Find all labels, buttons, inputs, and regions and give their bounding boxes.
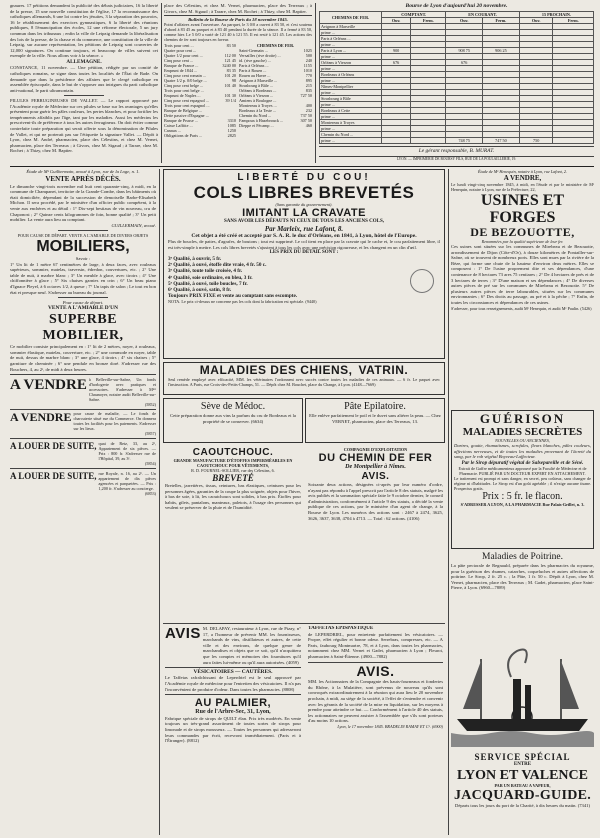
news-text: gnaures. 17 pétitions demandent la publicité des débats judiciaires, 16 la liberté de la presse, 15 une nouvelle constitution de l'église, 17 la reconnaissance des catholiques allemands, 6 une loi contre les jésuites, 3 la séparation des pouvoirs, 16 le rétablissement des exercices gymnastiques, 6 la liberté des réunions publiques, 8 l'émancipation des écoles, 12 une réforme électorale, 5 un jury commun dans les tribunaux ; enfin la ville de Leipzig demande la libéralisation des lois de la presse, de la chasse et du commerce, une constitution de la ville de Leipzig, sur aucune représentation, les pétitions de Leipzig sont couvertes de 12,000 signatures. On continue toujours, et beaucoup de villes suivent cet exemple de la ville. Nous allons voir à la séance. » [10,3,158,59]
divider [64,95,104,96]
prix-item: 3ᵉ Qualité, à ouvrir, 5 fr. [168,255,222,262]
news-text-allemagne: CONSTANCE, 11 novembre. — Une pétition, rédigée par un comité de catholiques romains, se signe dans toutes les localités de l'État de Bade. On demande que dans la présidence des affaires que le clergé catholique en assemblée épiscopale, dans le but de s'opposer aux intrigues du parti catholique anti-national, le parti ultramontain. [10,65,158,93]
item-label: Cinq pour cent ... [164,58,194,64]
mobiliers-text: 1° Un lit de 1 mètre 67 centimètres de large, à deux faces, avec rouleaux supérieurs, sommier, matelas, traversin, édredon, couvertures, etc. ; 2° Une table de nuit, à marbre blanc ; 3° Un meuble à glace, avec tiroirs ; 4° Une chiffonnière à glace ; 5° Six chaises garnies en crin ; 6° Un beau piano d'Ignace Pleyel, à 6 octaves 1/2, à queue ; 7° Un tapis de salon ; Le tout en bon état et presque neuf. S'adresser au bureau du journal. [10,261,156,295]
divider [10,468,156,469]
garantie-line: (Sans garantie du gouvernement). [275,202,333,207]
sub-header: Ferm. [483,18,520,24]
item-value: 1010 [303,68,312,74]
sub-header: Ferm. [411,18,446,24]
cols-headline: COLS LIBRES BREVETÉS [193,183,415,202]
taffetas-text: de LEPERDRIEL, pour entretenir parfaitement les vésicatoires. — Propre, effet régulier et bonne odeur. Serrebras, compresses, etc. — A Paris, faubourg Montmartre, 78, et à Lyon, dans toutes les pharmacies, notamment chez MM. Vernet et Gadet, pharmacien à Lyon ; Fleurot, pharmacien à Saint-Étienne. (4900—7882) [308,631,443,659]
seve-text: Cette préparation donne aux vins la parfum du cru de Bordeaux et la propriété de se conserver. (6634) [170,413,296,424]
row-label: prime ... [320,30,382,36]
caoutchouc-title: CAOUTCHOUC. [192,447,274,458]
item-value: 1085 [227,123,236,129]
divider [319,156,594,157]
row-label: Bordeaux à Orléans [320,72,382,78]
item-value: 240 [305,58,312,64]
item-label: Strasbourg à Bâle ... [239,83,273,89]
pate-title: Pâte Epilatoire. [344,401,406,412]
avis-title-3: AVIS. [356,663,395,680]
a-vendre-text-2: pour cause de maladie, — Le fonds de charcuterie situé rue du Commerce. On donnera toutes les facilités pour les paiements. S'adresser sur les lieux. [73,411,156,432]
news-text-intro: place des Célestins, et chez M. Vernet, pharmacien, place des Terreaux ; à Givors, chez M. Sigaud ; à Tarare, chez M. Rochet ; à Thizy, chez M. Baptier. [164,3,312,14]
section-heading-allemagne: ALLEMAGNE. [66,58,102,65]
table-cell: 900 [382,48,411,54]
brevete-title: BREVETÉ [212,473,254,483]
row-label: prime ... [320,114,382,120]
usines-sign: S'adresser, pour tous renseignements, audit Mᵉ Henequin, et audit Mᵉ Paulin. (5426) [451,305,592,311]
guerison-text: Dartres, goutte, rhumatismes, scrofules, fleurs blanches, pâles couleurs, affections nerveuses, et de toutes les maladies provenant de l'âcreté du sang, par le rob végétal Boyveau-Laffecteur. [454,443,591,460]
mobiliers-title: MOBILIERS, [36,237,130,255]
chemin-compagnie: COMPAGNIE D'EXPLOITATION [343,447,408,452]
taffetas-title: TAFFETAS ÉPISPASTIQUE [308,626,374,631]
item-label: id. (rive gauche) ... [239,58,271,64]
sirop-text-2: Le traitement est prompt et sans danger, en secret, peu coûteux, sans changer de régime ni d'habitudes. Le Sirop est d'un goût agréable ; il n'exige aucune tisane. Prospectus gratis. [454,475,591,491]
guerison-advert [451,410,594,549]
seve-medoc-advert [163,398,303,443]
prix-item: 6ᵉ Qualité, à ouvé, satin, 8 fr. [168,286,232,293]
row-label: Paris à Lyon ... [320,48,382,54]
cessation-line: POUR CAUSE DE DÉPART. VENTE A L'AMIABLE DE DIVERS OBJETS [17,232,149,238]
ref-number: (6853) [144,490,156,496]
palmier-addr: Rue de l'Arbre-Sec, 31, Lyon, [195,708,271,715]
a-vendre-title-2: A VENDRE [10,410,72,425]
avis-text-3: MM. les Actionnaires de la Compagnie des hauts-fourneaux et fonderies du Rhône, à la Mulatière, sont prévenus de nouveau qu'ils sont convoqués extraordinairement à la réunion qui aura lieu le 20 novembre prochain, à midi, au siège de la société, à l'effet de s'entendre et convenir avec les gérants de la société de la mise en liquidation, sur les moyens à prendre pour atteindre ce but. — Conformément à l'article 40 des statuts, les actionnaires ne peuvent assister à l'assemblée que s'ils sont porteurs d'au moins 10 actions. [308,679,443,724]
table-row [320,138,594,144]
item-label: Quatre 1/2 p. 0/0 belge ... [164,78,207,84]
seve-title: Sève de Médoc. [200,401,266,412]
usines-text: Ces usines sont situées sur les communes de Mirebeau et de Bezouotte, arrondissement de Dijon (Côte-d'Or), à douze kilomètres de Pontailler-sur-Saône, où se trouvent de nombreux ports. Elles sont mues par la rivière de la Bèze, qui forme une chute de la hauteur d'environ deux mètres. Elles se composent : 1° De l'usine proprement dite et ses dépendances, d'une contenance de 8 hectares 73 ares 75 centiares ; 2° De 4 hectares de prés et de 3 hectares de terres ; 3° D'une maison et ses dépendances ; 4° De diverses autres pièces de pré sur les communes de Mirebeau et Bezouotte. 5° De plusieurs autres pièces de terre labourables, situées sur les communes environnantes ; 6° Des droits au passage, au pré et à la pêche ; 7° Enfin, de toutes les circonstances et dépendances de ces usines. [451,244,594,305]
prix-item: 3ᵉ Qualité, toute toile croisée, 4 fr. [168,268,243,275]
item-value: 1025 [303,48,312,54]
item-label: Emprunt de 1844 ... [164,68,198,74]
ref-number: (5854) [144,461,156,467]
pate-epilatoire-advert [305,398,445,443]
row-label: Strasbourg à Bâle [320,96,382,102]
divider [163,623,445,624]
par-bateau-line: PAR UN BATEAU A VAPEUR, [494,783,551,788]
item-label: Orléans à Bordeaux ... [239,88,277,94]
item-label: Versailles (rive droite) ... [239,53,281,59]
avis-title-2: AVIS [165,626,201,642]
lower-middle-right [306,626,445,834]
table-cell: 750 [519,138,553,144]
steamboat-icon [451,639,594,747]
item-label: Bordeaux à la Teste ... [239,108,277,114]
vente-title: VENTE APRÈS DÉCÈS. [45,174,121,183]
superbe-text: Ce mobilier consiste principalement en : 1° lit de 2 mètres, noyer, à rouleaux, sommier élastique, matelas, couverture, etc. ; 2° une commode en noyer, table de nuit, dessus de marbre blanc ; 3° une glace, 4 tiroirs ; 4° six chaises ; 5° garniture de cheminée ; 6° une pendule en bronze doré. S'adresser rue des Bouchers, 4, au 2ᵉ, de midi à deux heures. [10,344,156,372]
a-louer-text-1: quai de Retz, 33, au 2ᵉ, Appartement de six pièces. — Prix : 800 fr. S'adresser rue de l'Hôpital, 39, au 3ᵉ. [98,441,156,462]
savoir-label: Savoir : [75,255,91,261]
bourse-lyon-table [319,11,594,144]
column-rule [315,3,316,163]
item-label: Cinq pour cent espagnol ... [164,98,210,104]
vente-amiable: VENTE A L'AMIABLE D'UN [48,305,118,312]
row-label: prime ... [320,78,382,84]
table-cell: 676 [382,60,411,66]
etude-henequin: Étude de Mᵉ Henequin, notaire à Lyon, rue Lafont, 2. [477,169,568,174]
table-cell [553,138,594,144]
a-vendre-title-1: A VENDRE [10,376,87,393]
item-value: 112 00 [224,53,236,59]
item-value: 1250 [227,128,236,134]
item-label: Trois pour cent belge ... [164,88,204,94]
column-rule [448,169,449,835]
prix-title: LES PRIX DU DÉTAIL SONT : [269,250,339,256]
bourse-paris-text: Point d'affaires avant l'ouverture. Au parquet, le 3 0/0 a ouvert à 83 50, et s'est soutenu d'abord à 83 45 au parquet et à 83 40 pendant la durée de la séance. Il a fermé à 83 50, comme hier. Le 5 0/0 a varié de 121 40 à 121 55. Il est resté à 121 45. Les actions des chemins de fer sont toujours en faveur. [164,22,312,43]
item-label: Cinq pour cent belge ... [164,83,204,89]
gerant-line: Le gérant responsable, B. MURAT. [418,147,495,154]
poitrine-advert [451,552,594,637]
item-value: 39 1/4 [225,98,236,104]
item-value: 737 50 [300,113,312,119]
divider [319,146,594,147]
item-label: Canaux ... [164,128,181,134]
avis-sign-3: Lyon, le 17 novembre 1845. BRADELIN RAMAY ET Cᵉ. (6900) [337,723,443,729]
pilules-advert: PILULES FERRUGINEUSES DE VALLET. — Le rapport approuvé par l'Académie royale de Médecine sur ces pilules se base sur les avantages qu'elles présentent pour guérir les pâles couleurs, les pertes blanches, et pour fortifier les tempéraments affaiblis par l'âge, tant par les maladies. Aussi les médecins les prescrivent-ils de préférence à tous les autres ferrugineux. On doit éviter comme contrefaite toute préparation qui serait offerte sous la dénomination de Pilules de Vallet, et qui ne porterait pas sur l'étiquette la signature Vallet. — Dépôt à Lyon, chez M. André, pharmacien, place des Célestins, et chez M. Vernet, pharmacien, place des Terreaux ; à Givors, chez M. Sigaud ; à Tarare, chez M. Rochet ; à Thizy, chez M. Baptier. [10,98,158,154]
row-label: prime ... [320,138,382,144]
divider [164,15,312,16]
a-louer-text-2: rue Royale, n. 16, au 2ᵉ. — Un appartement de dix pièces agencées et parquetées. — Prix : 1,200 fr. S'adresser au concierge. [98,470,156,491]
table-cell: 908 75 [446,48,483,54]
sirop-text: Extrait de Gaffre médicamenteux approuvé par la Faculté de Médecine et de Pharmacie. PUBLIÉ PAR UN DOCTEUR EXPERT EN ATTACHEMENT. [458,465,587,476]
item-value: 460 [305,123,312,129]
vesicatoires-title: VÉSICATOIRES — CAUTÈRES. [193,668,273,675]
vente-text: Le dimanche vingt-trois novembre mil huit cent quarante-cinq, à midi, en la commune de Champanet, territoire de la Grande-Combe, dans les bâtiments où était domiciliée, dépendant de la succession de demoiselle Barbe-Elisabeth Michon. Il sera procédé, par le ministère d'un officier public compétent, à la vente aux enchères et au détail : 1° Dix-sept bestiaux de vin nouveau, cru de Chaponost ; 2° Quinze cents kilogrammes de foin, bonne qualité ; 3° Un petit mobilier. La vente aura lieu au comptant. [10,183,156,223]
table-cell: 676 [446,60,483,66]
item-label: Quatre pour cent ... [164,48,197,54]
etude-guilhermain: Étude de Mᵉ Guilhermain, avoué à Lyon, rue de la Loge, n. 1. [26,169,140,174]
item-value: 770 [305,73,312,79]
bourse-column [164,3,312,163]
item-value: 307 50 [300,118,312,124]
table-cell: 747 50 [483,138,520,144]
table-cell: 748 75 [446,138,483,144]
header-comptant: COMPTANT. [382,12,446,18]
table-cell: 906 25 [483,48,520,54]
divider [58,230,108,231]
pate-text: Elle enlève parfaitement le poil et le duvet sans altérer la peau. — Chez VERNET, pharmacien, place des Terreaux, 13. [309,413,441,424]
item-label: Trois pour cent espagnol ... [164,103,210,109]
guillermain-sign: GUILLERMAIN, avoué. [111,222,156,228]
header-chemins: CHEMINS DE FER. [320,12,382,24]
avis-title-1: AVIS. [361,471,390,482]
item-label: Rouen au Havre ... [239,73,271,79]
sub-header: Ouv. [382,18,411,24]
row-label: Chemin du Nord ... [320,132,382,138]
item-value: 215 [305,83,312,89]
item-value: 400 [305,103,312,109]
item-value: 232 [305,108,312,114]
caoutchouc-text: Bretelles, jarretières, tissus, ceintures, bas élastiques, ceintures pour les personnes âgées, garanties de la coupe la plus soignée, objets pour l'hiver, à bas de soie, à lit, les caoutchoucs sont solides, à bas prix. Étoffes pour habits, gilets, pantalons, manteaux, paletots, à l'usage des personnes qui veulent se préserver de la pluie et de l'humidité. [165,483,301,511]
maladies-secretes-title: MALADIES SECRÈTES [462,426,583,438]
item-label: Emprunt de Naples ... [164,93,201,99]
item-label: Dette passive d'Espagne ... [164,113,209,119]
usines-advert [451,169,594,407]
item-value: 3240 00 [222,63,236,69]
row-label: Avignon à Marseille [320,24,382,30]
table-cell [382,138,411,144]
prix-list [168,256,440,299]
section-rule [10,166,594,167]
poitrine-text: La pâte pectorale de Regnauld, préparée dans les pharmacies du royaume, pour la guérison des rhumes, catarrhes, coqueluches et autres affections de poitrine. Le Sirop, 2 fr. 25 c. ; la Pâte, 1 fr. 50 c. Dépôt à Lyon, chez M. Vernet, pharmacien, place des Terreaux ; M. Gadet, pharmacien, place Saint-Pierre, à Lyon. (6960—7889) [451,563,594,591]
divider [10,409,156,410]
item-value: 83 35 [226,68,236,74]
chemin-de-fer-advert [306,446,445,621]
divider [10,438,156,439]
item-label: Paris à Rouen ... [239,68,267,74]
vesicatoires-text: Le Taffetas rafraîchissant de Leperdriel est le seul approuvé par l'Académie royale de médecine pour l'entretien des vésicatoires. Il n'a pas l'inconvénient de produire d'odeur. Dans toutes les pharmacies. (8808) [165,675,301,692]
poitrine-title: Maladies de Poitrine. [482,552,563,562]
item-value: 121 45 [224,58,236,64]
maladies-chiens-text: Seul remède employé avec efficacité, MM. les vétérinaires l'ordonnent avec succès contre toutes les maladies de ces animaux. — 6 fr. Le paquet avec l'instruction. A Paris, rue Croix-des-Petits-Champs, 51. — Dépôt chez M. Bouchet, place du Change, à Lyon. (4148—7669) [168,377,440,387]
caoutchouc-advert [163,446,303,621]
column-rule [159,169,160,835]
row-label: prime ... [320,126,382,132]
vendre-right-text: Le lundi vingt-cinq novembre 1845, à midi, en l'étude et par le ministère de Mᵉ Henequin, notaire à Lyon, rue de la Préfecture, 22, [451,182,594,192]
sub-header: Ferm. [553,18,594,24]
a-vendre-right: A VENDRE, [503,174,542,182]
cols-text: Plus de boucles, de pattes, d'agrafes, de boutons ; tout est supprimé. Le col tient en place par la cravate qui le cache et, le cou parfaitement libre, il est très-simple à mettre. Les cols libres brevetés s'ajustent à tous les cols avec une précision rigoureuse, et les changent en un clin d'œil. [168,239,440,250]
nouvelles-line: NOUVELLES OU ANCIENNES, [495,438,550,443]
cet-objet-line: Cet objet a été créé et accepté par S. A. R. le duc d'Orléans, en 1841, à Lyon, hôtel de l'Europe. [191,232,417,239]
prix-item: 4ᵉ Qualité, soie ordinaire, en bleu, 3 fr. [168,274,253,281]
a-vendre-text-1: à Belleville-sur-Saône, Un fonds d'horlogerie avec pratiques et accessoires. S'adresser à Mᵐᵉ Chaunoyer, notaire audit Belleville-sur-Saône. [88,376,156,402]
divider [308,662,443,663]
item-label: Saint-Germain ... [239,48,268,54]
list-item [239,123,312,128]
row-label: Paris à Orléans ... [320,36,382,42]
list-item [164,133,236,138]
item-label: Chemin du Nord ... [239,113,272,119]
lyon-valence-title: LYON ET VALENCE [457,768,588,783]
row-label: prime ... [320,102,382,108]
item-label: Fampoux à Hazebrouck ... [239,118,284,124]
par-line: Par Marleix, rue Lafont, 8. [264,224,344,233]
row-label: prime ... [320,90,382,96]
divider [165,667,301,668]
item-value: 835 [305,88,312,94]
palmier-title: AU PALMIER, [194,696,272,709]
item-label: Trois pour cent ... [164,43,194,49]
adresser-line: S'ADRESSER A LYON, A LA PHARMACIE Rue Palais-Grillet, n. 3. [460,501,585,507]
item-label: Montereau à Troyes ... [239,103,277,109]
item-label: Amiens à Boulogne ... [239,98,277,104]
item-label: Caisse Laffitte ... [164,123,193,129]
item-value: 101 30 [224,93,236,99]
item-label: Orléans à Vierzon ... [239,93,274,99]
chemins-title: CHEMINS DE FER. [256,43,295,49]
depart-title: Pour cause de départ. [62,299,104,305]
newspaper-page [10,3,594,835]
news-column-1 [10,3,158,163]
left-column [10,169,156,835]
depart-text: Départs tous les jours du port de la Charité, à dix heures du matin. (7341) [455,803,590,808]
avis-text-2: M. DELAPAY, restaurateur à Lyon, rue de Pizay, n° 17, a l'honneur de prévenir MM. les fournisseurs, marchands de vins, distillateurs et autres, de cette ville et des environs, de quelque genre de marchandises et objets que ce soit, qu'il n'acquittera que les comptes et mémoires des fournitures qu'il aura faites lui-même ou qu'il aura autorisées. (4059) [202,626,301,665]
item-value: 2825 [227,133,236,139]
divider [165,694,301,695]
ref-number: (5852) [144,401,156,407]
lower-middle-left [163,626,303,834]
bourse-paris-title: Bulletin de la Bourse de Paris du 18 novembre 1845. [188,16,288,22]
liberte-headline: LIBERTÉ DU COU! [237,172,371,183]
item-label: Dieppe et Fécamp ... [239,123,274,129]
guerison-title: GUÉRISON [479,411,566,426]
item-label: Banque de Belgique ... [164,108,203,114]
row-label: Orléans à Vierzon [320,60,382,66]
item-value: 500 [305,53,312,59]
item-label: Quatre 1/2 pour cent ... [164,53,203,59]
rentes-list [164,43,236,138]
row-label: Montereau à Troyes [320,120,382,126]
vatrin-title: VATRIN. [358,363,409,377]
cols-nota: NOTA. Le prix ci-dessus ne concerne pas les cols dont la fabrication est spéciale. (9440) [168,299,317,305]
jacquard-title: JACQUARD-GUIDE. [453,788,592,803]
entre-label: ENTRE [513,762,532,767]
item-label: Banque de France ... [164,63,199,69]
cols-libres-advert [163,169,445,359]
sub-header: Ouv. [446,18,483,24]
imitant-headline: IMITANT LA CRAVATE [242,207,366,219]
usines-title: USINES ET FORGES [480,192,565,226]
item-value: 83 50 [226,43,236,49]
avis-text-1: Soixante deux actions, désignées ci-après par leur numéro d'ordre, n'ayant pas répondu à l'appel prescrit par l'article 8 des statuts, malgré les avis publiés et la sommation spéciale faite le 9 octobre dernier, le conseil d'administration, conformément à l'article 9 des statuts, a décidé la vente publique de ces actions, par le ministère d'un agent de change, à la Bourse de Lyon. Les numéros des actions sont : 2467 à 2474, 3625, 3626, 3637, 3638, 4704 à 4713. — Total : 62 actions. (4106) [308,482,443,521]
prix-item: Toujours PRIX FIXE et vente au comptant sans escompte. [168,293,298,300]
service-lyon-valence-advert [451,639,594,834]
chemin-title: DU CHEMIN DE FER [318,452,433,464]
item-label: Obligations de Paris ... [164,133,203,139]
sans-avoir-line: SANS AVOIR LES DÉFAUTS NI CEUX DE TOUS LES ANCIENS COLS, [224,219,384,224]
item-value: 101 40 [224,83,236,89]
bourse-lyon-title: Bourse de Lyon d'aujourd'hui 20 novembre. [405,3,508,9]
renommees-line: Renommées par la qualité supérieure de leur fer. [481,239,564,244]
chemin-sub: De Montpellier à Nîmes. [345,464,406,470]
superbe-mobilier-title: SUPERBE MOBILIER, [42,312,124,344]
column-rule [161,3,162,163]
item-label: Banque de Prusse ... [164,118,198,124]
item-value: 1155 [303,63,312,69]
a-louer-title-1: A LOUER DE SUITE, [10,441,97,452]
prix-item: 2ᵉ Qualité, à ouvé, étoffe dite vraie, 4 fr. 50 c. [168,262,267,269]
row-label: prime ... [320,54,382,60]
a-louer-title-2: A LOUER DE SUITE, [10,470,97,481]
item-label: Cinq pour cent romain ... [164,73,206,79]
row-label: prime ... [320,42,382,48]
item-label: Paris à Orléans ... [239,63,269,69]
maladies-chiens-advert [163,362,445,395]
chemins-list [239,48,312,128]
row-label: prime ... [320,66,382,72]
ref-number: (5857) [144,431,156,437]
stamp-icon [410,269,434,293]
header-prochain: 15 PROCHAIN. [519,12,593,18]
prix-flacon: Prix : 5 fr. le flacon. [482,490,563,502]
bourse-lyon-column [319,3,594,163]
item-value: 895 [305,78,312,84]
row-label: Nîmes-Montpellier [320,84,382,90]
caoutchouc-addr: R. D. FOURNEL-SOLLIER, rue des Célestins, 6. [191,468,275,473]
sub-header: Ouv. [519,18,553,24]
header-courant: EN COURANT. [446,12,519,18]
maladies-chiens-title: MALADIES DES CHIENS, [199,363,353,377]
divider [10,374,156,375]
sirop-line: Par le Sirop dépuratif végétal de Salsepareille et de Séné. [461,459,584,466]
service-title: SERVICE SPÉCIAL [474,752,571,762]
item-value: 98 [231,78,236,84]
bezouotte-title: DE BEZOUOTTE, [470,225,575,239]
caoutchouc-sub: GRANDE MANUFACTURE D'ÉTOFFES IMPERMÉABLES EN CAOUTCHOUC POUR VÊTEMENTS, [173,458,293,468]
divider [58,297,108,298]
palmier-text: Fabrique spéciale de sirops de QUILT élan. Prix très modérés. En vente toujours un très-grand assortiment de toutes sortes de sirops pour limonade et de sirops mousseux. — Toutes les personnes qui adresseront leurs commandes par écrit, recevront immédiatement. (Paris et à l'Étranger). (8812) [165,715,301,744]
prix-item: 5ᵉ Qualité, à ouvé, toile boucles, 7 fr. [168,280,248,287]
imprimerie-line: LYON. — IMPRIMERIE DE BOURSY FILS, RUE DE LA POULAILLERIE, 19. [396,157,517,162]
row-label: Bordeaux à Cette [320,108,382,114]
item-label: Avignon à Marseille ... [239,78,278,84]
item-value: 727 50 [300,93,312,99]
item-value: 3310 [227,118,236,124]
table-cell [411,138,446,144]
item-value: 101 20 [224,73,236,79]
